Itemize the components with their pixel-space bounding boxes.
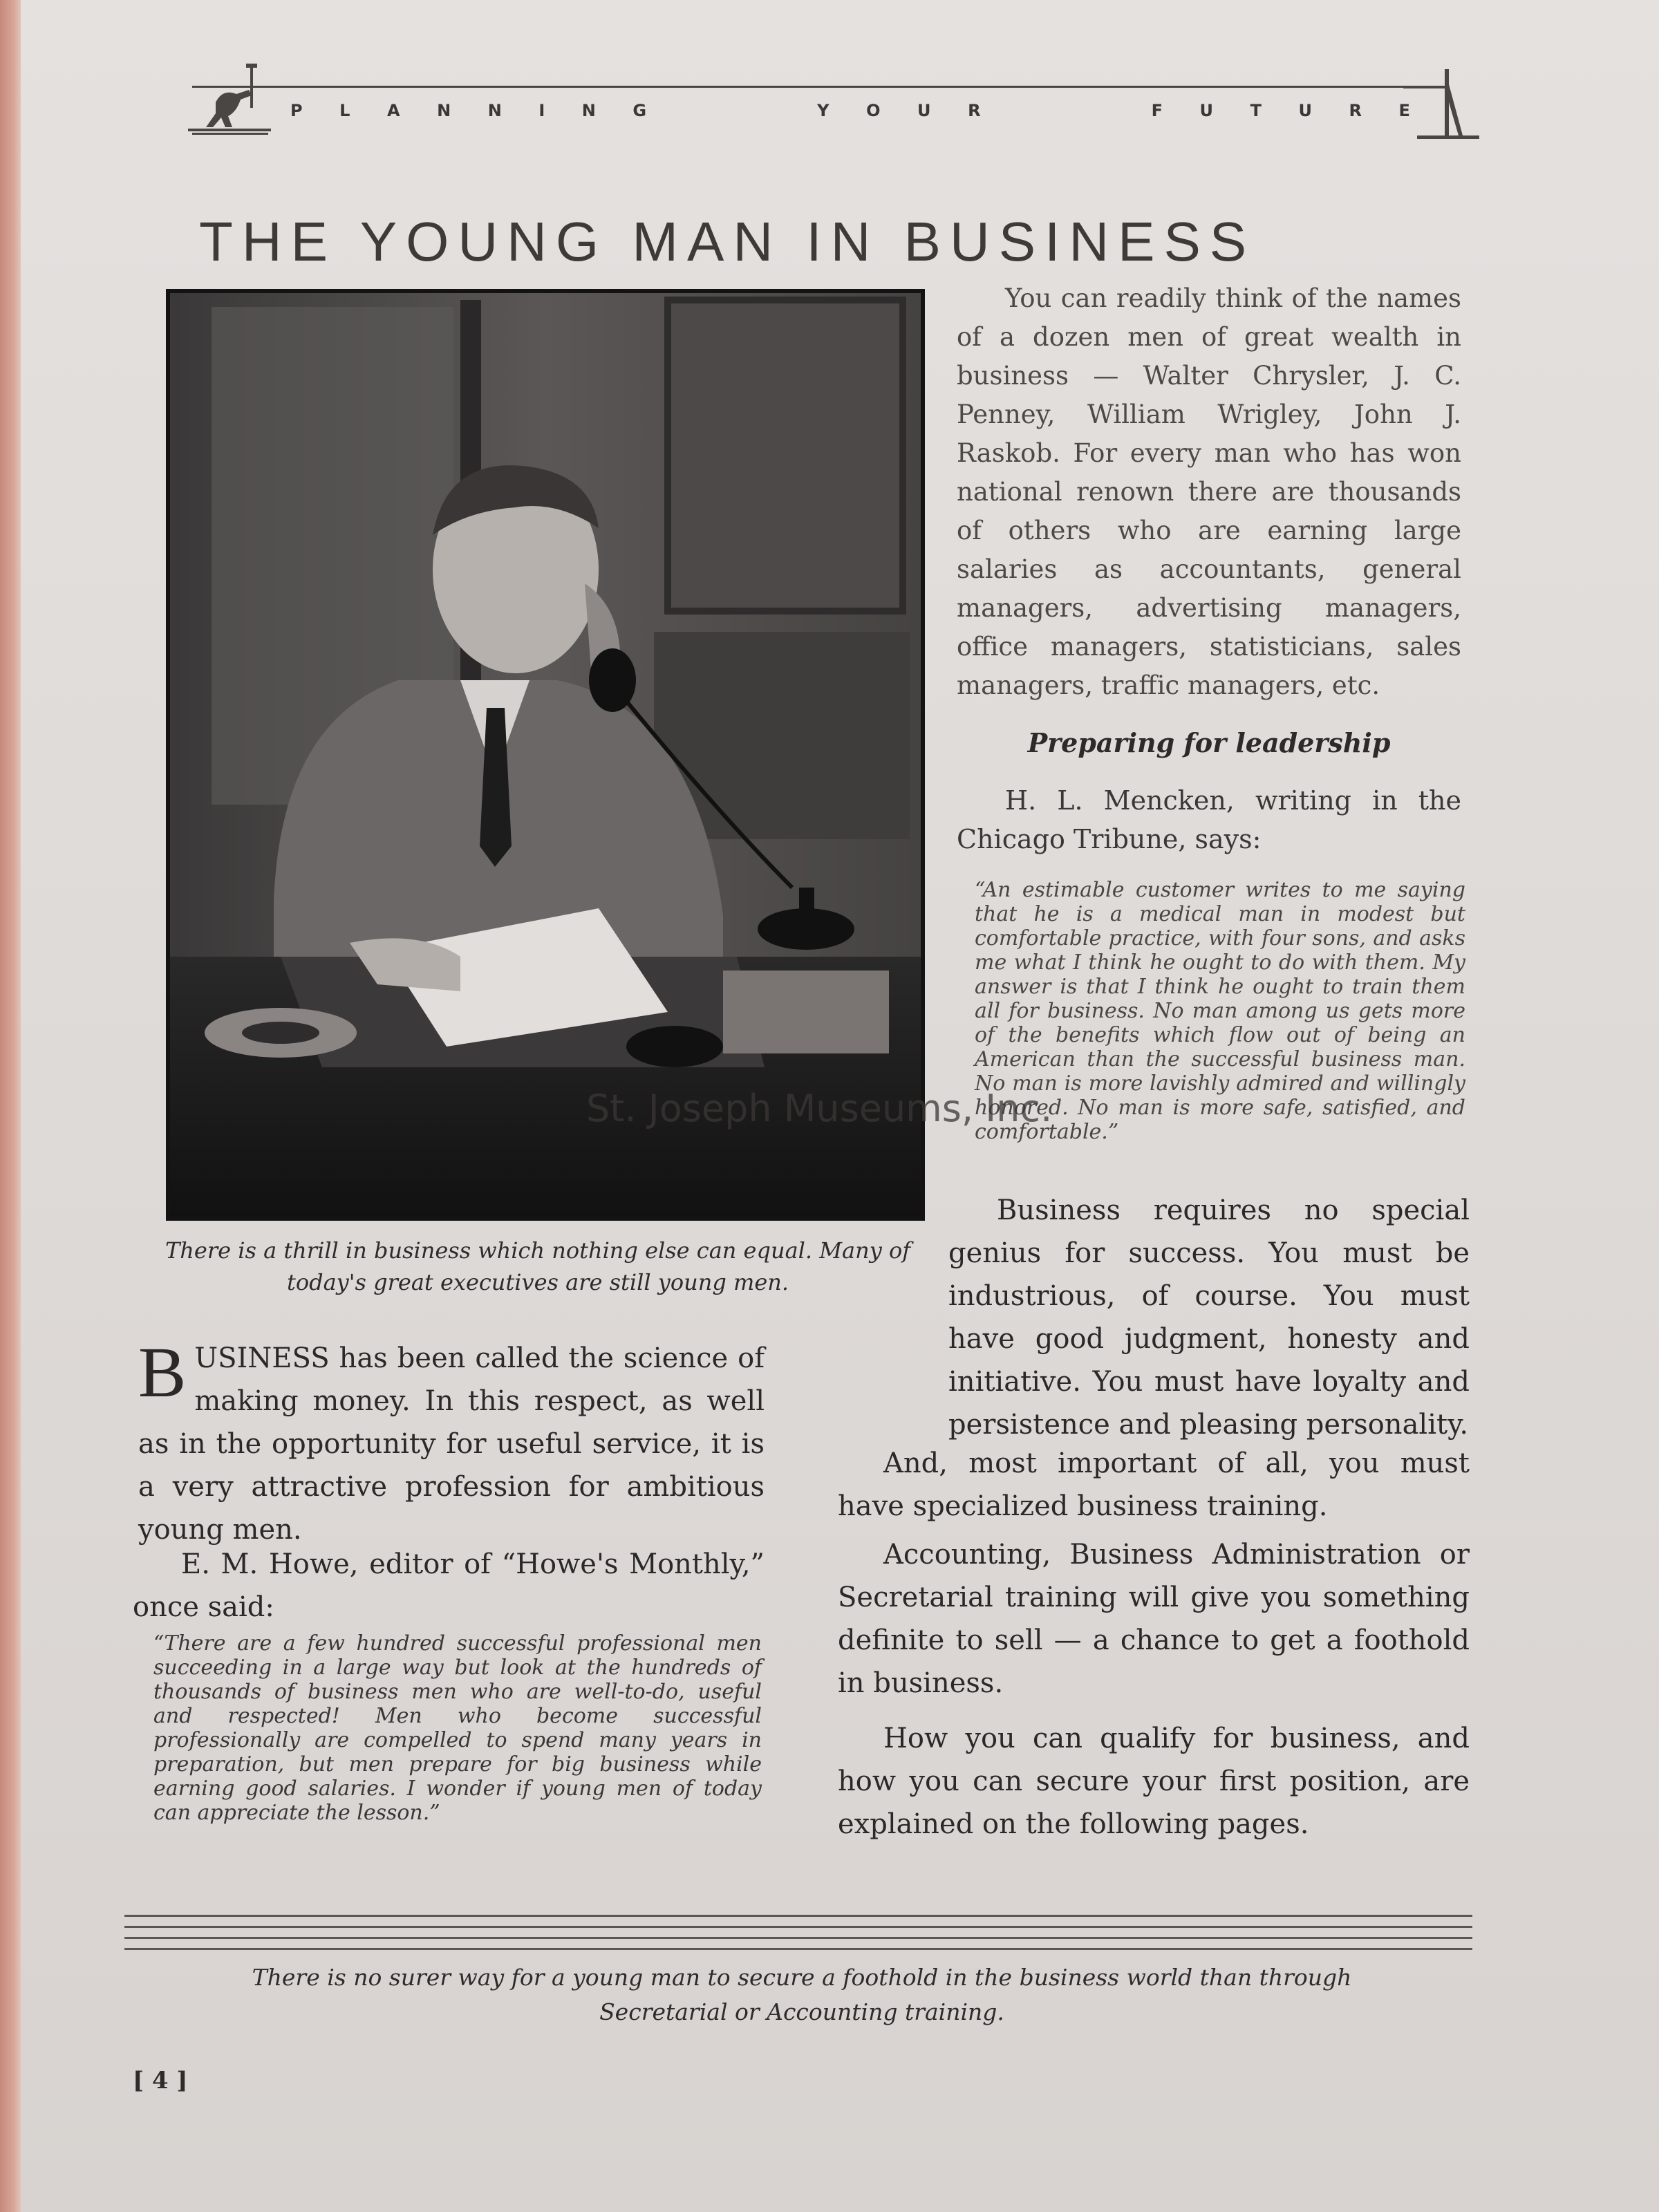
mencken-intro: H. L. Mencken, writing in the Chicago Tribune, says: (957, 785, 1461, 854)
running-head-letter: N (487, 101, 502, 120)
watermark: St. Joseph Museums, Inc. (586, 1087, 1053, 1130)
running-head-letter: R (968, 101, 981, 120)
running-head-letter: I (538, 101, 545, 120)
header-rule-short (192, 133, 268, 135)
footer-rule (124, 1926, 1472, 1928)
running-head-letter: E (1398, 101, 1410, 120)
genius-paragraph: Business requires no special genius for success. You must be industrious, of course. You must have good judgment, honesty and initiative. You must have loyalty and persistence and pleasing personality. (948, 1194, 1470, 1441)
header-column-figure-icon (1403, 64, 1479, 141)
howe-quote: “There are a few hundred successful professional men succeeding in a large way but look at the hundreds of thousands of business men who are well-to-do, useful and respected! Men who become successful professionally are compelled to spend many years in preparation, but men prepare for big business while earning good salaries. I wonder if young men of today can appreciate the lesson.” (153, 1631, 762, 1825)
howe-intro: E. M. Howe, editor of “Howe's Monthly,” once said: (133, 1548, 765, 1623)
running-head-letter: T (1250, 101, 1262, 120)
footer-quote: There is no surer way for a young man to secure a foothold in the business world than through Secretarial or Accounting training. (252, 1964, 1352, 2025)
running-head-letter: N (437, 101, 451, 120)
running-head-letter: O (866, 101, 881, 120)
running-head-letter: G (632, 101, 647, 120)
section-subheading: Preparing for leadership (1027, 727, 1391, 758)
running-head-gap (1018, 101, 1114, 120)
running-head (290, 101, 1410, 120)
running-head-letter: A (386, 101, 400, 120)
business-paragraph-text: USINESS has been called the science of making money. In this respect, as well as in the opportunity for useful service, it is a very attractive profession for ambitious young men. (138, 1342, 765, 1546)
page-edge (0, 0, 24, 2212)
business-paragraph (138, 1333, 765, 1551)
footer-rule (124, 1937, 1472, 1939)
header-figure-icon (188, 61, 271, 137)
running-head-letter: U (1199, 101, 1214, 120)
running-head-letter: N (581, 101, 596, 120)
most-important-paragraph: And, most important of all, you must have specialized business training. (838, 1447, 1470, 1522)
businessman-photo (166, 289, 925, 1221)
mencken-quote: “An estimable customer writes to me saying that he is a medical man in modest but comfortable practice, with four sons, and asks me what I think he ought to do with them. My answer is that I think he ought to train them all for business. No man among us gets more of the benefits which flow out of being an American than the successful business man. No man is more lavishly admired and willingly honored. No man is more safe, satisfied, and comfortable.” (975, 878, 1465, 1144)
qualify-paragraph: How you can qualify for business, and how you can secure your first position, are explained on the following pages. (838, 1723, 1470, 1840)
drop-cap: B (138, 1333, 187, 1412)
photo-caption: There is a thrill in business which nothing else can equal. Many of today's great executives are still young men. (165, 1237, 911, 1295)
running-head-letter: L (339, 101, 350, 120)
intro-paragraph: You can readily think of the names of a dozen men of great wealth in business — Walter Chrysler, J. C. Penney, William Wrigley, John J. Raskob. For every man who has won national renown there are thousands of others who are earning large salaries as accountants, general managers, advertising managers, office managers, statisticians, sales managers, traffic managers, etc. (957, 283, 1461, 700)
article-title: THE YOUNG MAN IN BUSINESS (199, 210, 1256, 272)
running-head-letter: R (1349, 101, 1362, 120)
header-rule (192, 86, 1443, 88)
footer-rule (124, 1948, 1472, 1950)
running-head-letter: F (1151, 101, 1163, 120)
running-head-letter: U (1298, 101, 1312, 120)
footer-rule (124, 1915, 1472, 1917)
running-head-letter: Y (817, 101, 830, 120)
training-paragraph: Accounting, Business Administration or Secretarial training will give you something definite to sell — a chance to get a foothold in business. (838, 1539, 1470, 1699)
running-head-letter: U (917, 101, 931, 120)
page-number: [ 4 ] (133, 2067, 188, 2094)
running-head-gap (684, 101, 780, 120)
running-head-letter: P (290, 101, 303, 120)
